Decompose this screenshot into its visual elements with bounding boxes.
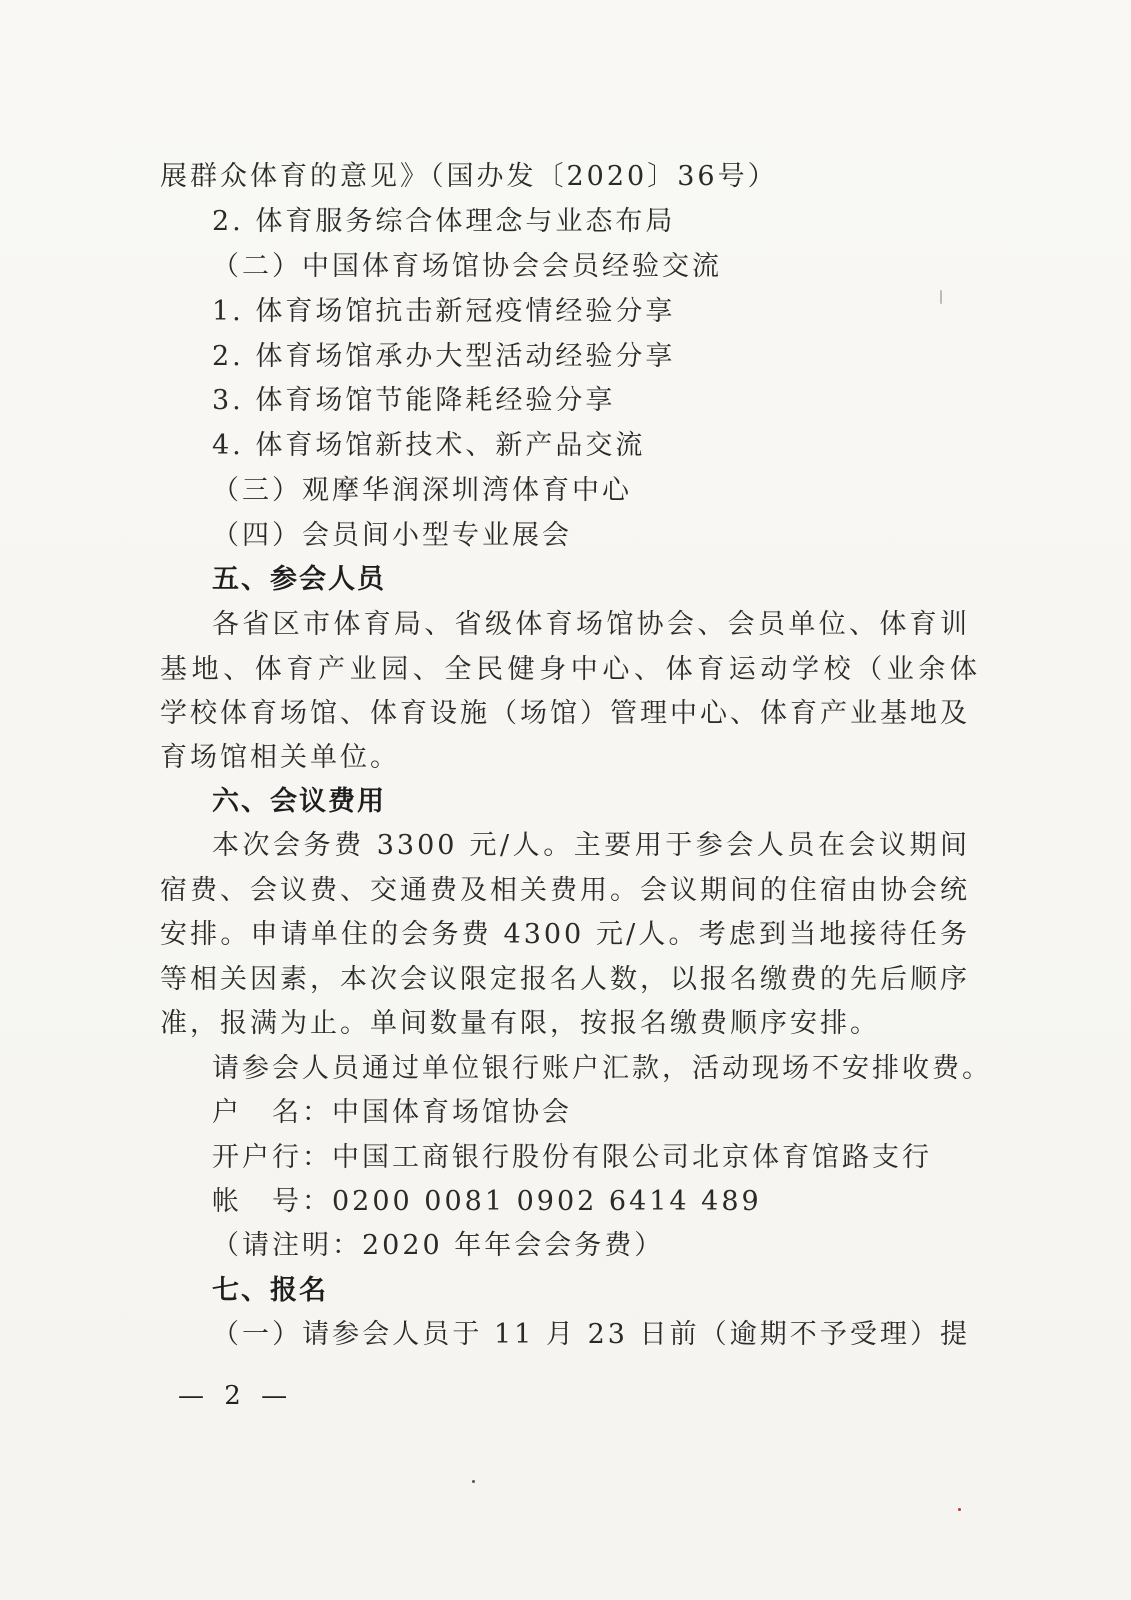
text-line: 请参会人员通过单位银行账户汇款，活动现场不安排收费。: [212, 1053, 992, 1084]
text-line: 基地、体育产业园、全民健身中心、体育运动学校（业余体: [160, 654, 980, 685]
text-line: 本次会务费 3300 元/人。主要用于参会人员在会议期间: [212, 830, 970, 861]
page-number: — 2 —: [178, 1381, 294, 1411]
text-line: 户 名：中国体育场馆协会: [212, 1097, 572, 1128]
text-line: 开户行：中国工商银行股份有限公司北京体育馆路支行: [212, 1142, 932, 1173]
text-line: 3. 体育场馆节能降耗经验分享: [212, 385, 616, 416]
section-heading: 七、报名: [212, 1275, 328, 1306]
text-line: 学校体育场馆、体育设施（场馆）管理中心、体育产业基地及: [160, 698, 970, 729]
text-line: 帐 号：0200 0081 0902 6414 489: [212, 1186, 762, 1217]
text-line: 1. 体育场馆抗击新冠疫情经验分享: [212, 296, 676, 327]
scan-speck: [472, 1480, 475, 1483]
scan-speck: [958, 1508, 961, 1511]
text-line: 展群众体育的意见》（国办发〔2020〕36号）: [160, 161, 778, 192]
text-line: 安排。申请单住的会务费 4300 元/人。考虑到当地接待任务: [160, 919, 970, 950]
section-heading: 六、会议费用: [212, 786, 386, 817]
text-line: （三）观摩华润深圳湾体育中心: [212, 475, 632, 506]
text-line: 4. 体育场馆新技术、新产品交流: [212, 430, 646, 461]
section-heading: 五、参会人员: [212, 564, 386, 595]
text-line: 各省区市体育局、省级体育场馆协会、会员单位、体育训: [212, 609, 970, 640]
text-line: 育场馆相关单位。: [160, 742, 400, 773]
text-line: （一）请参会人员于 11 月 23 日前（逾期不予受理）提: [212, 1319, 970, 1350]
text-line: 宿费、会议费、交通费及相关费用。会议期间的住宿由协会统: [160, 875, 970, 906]
text-line: （四）会员间小型专业展会: [212, 520, 572, 551]
text-line: 2. 体育服务综合体理念与业态布局: [212, 206, 676, 237]
text-line: （二）中国体育场馆协会会员经验交流: [212, 251, 722, 282]
text-line: 等相关因素，本次会议限定报名人数，以报名缴费的先后顺序: [160, 964, 970, 995]
scan-speck: [940, 290, 942, 304]
text-line: 准，报满为止。单间数量有限，按报名缴费顺序安排。: [160, 1008, 880, 1039]
text-line: （请注明：2020 年年会会务费）: [212, 1230, 665, 1261]
text-line: 2. 体育场馆承办大型活动经验分享: [212, 341, 676, 372]
